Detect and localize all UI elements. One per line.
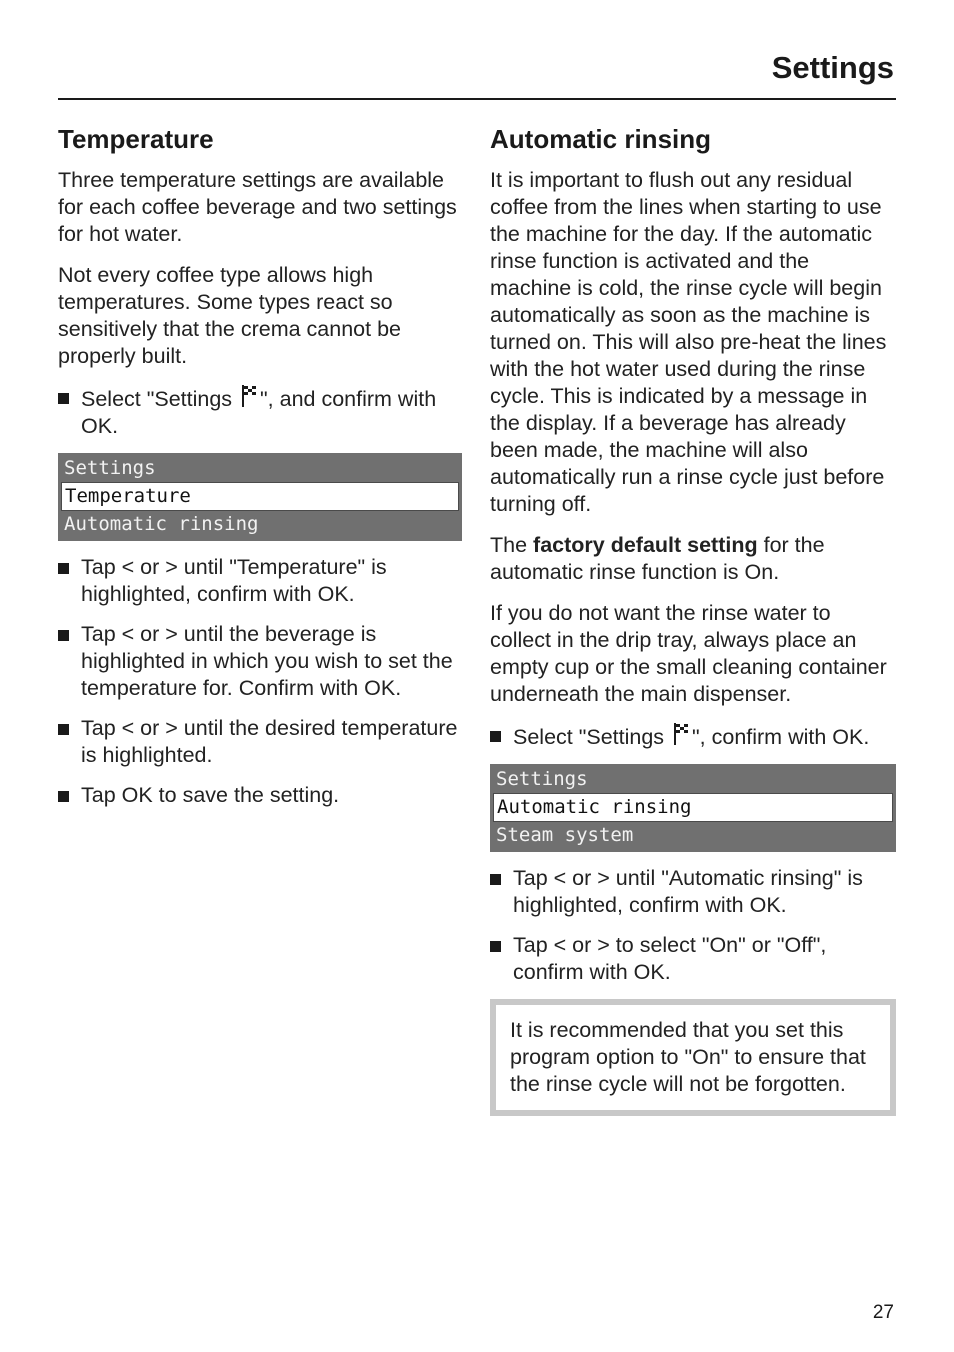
- step-text: Select "Settings: [513, 725, 671, 749]
- bullet-square-icon: [490, 731, 501, 742]
- text-segment: The: [490, 533, 534, 557]
- factory-default-paragraph: [490, 532, 896, 586]
- bullet-square-icon: [58, 393, 69, 404]
- rinsing-steps: [490, 865, 896, 986]
- rinse-water-paragraph: If you do not want the rinse water to collect in the drip tray, always place an empty cup or the small cleaning container underneath the main dispenser.: [490, 601, 887, 706]
- temperature-heading: Temperature: [58, 124, 214, 154]
- bullet-square-icon: [490, 874, 501, 885]
- display-selected-item: Automatic rinsing: [493, 793, 893, 822]
- display-title: Settings: [64, 457, 156, 479]
- display-selected-item: Temperature: [61, 482, 459, 511]
- bullet-square-icon: [58, 791, 69, 802]
- temperature-steps: [58, 384, 462, 440]
- temperature-paragraph: Three temperature settings are available for each coffee beverage and two settings for hot water.: [58, 168, 457, 246]
- rinsing-steps: [490, 722, 896, 751]
- automatic-rinsing-heading: Automatic rinsing: [490, 124, 712, 154]
- display-next-item: Automatic rinsing: [64, 513, 259, 535]
- display-next-item: Steam system: [496, 824, 634, 846]
- bold-text: factory default setting: [533, 533, 758, 557]
- recommendation-note: [490, 999, 896, 1116]
- step-item: [58, 782, 462, 809]
- step-text: Tap < or > until the desired temperature is highlighted.: [81, 716, 458, 767]
- step-text: Select "Settings: [81, 387, 239, 411]
- step-text: Tap < or > until "Temperature" is highlighted, confirm with OK.: [81, 555, 387, 606]
- step-text: ", and confirm with OK.: [81, 387, 437, 438]
- bullet-square-icon: [58, 630, 69, 641]
- automatic-rinsing-section: [490, 124, 896, 1116]
- text-segment: for the automatic rinse function is On.: [490, 533, 825, 584]
- step-text: Tap < or > until "Automatic rinsing" is highlighted, confirm with OK.: [513, 866, 863, 917]
- settings-display: [490, 764, 896, 852]
- note-text: It is recommended that you set this program option to "On" to ensure that the rinse cycle will not be forgotten.: [510, 1018, 866, 1096]
- temperature-steps: [58, 554, 462, 809]
- bullet-square-icon: [490, 941, 501, 952]
- step-text: Tap < or > to select "On" or "Off", confirm with OK.: [513, 933, 827, 984]
- step-item: [490, 865, 896, 919]
- header-rule: [58, 98, 896, 100]
- temperature-section: [58, 124, 462, 822]
- step-text: Tap OK to save the setting.: [81, 783, 340, 807]
- page-number: 27: [872, 1302, 894, 1323]
- step-item: [490, 722, 896, 751]
- settings-display: [58, 453, 462, 541]
- step-text: ", confirm with OK.: [692, 725, 870, 749]
- temperature-paragraph: Not every coffee type allows high temperatures. Some types react so sensitively that the crema cannot be properly built.: [58, 263, 401, 368]
- step-item: [58, 384, 462, 440]
- settings-flag-icon: [672, 722, 690, 746]
- bullet-square-icon: [58, 563, 69, 574]
- page-title: Settings: [771, 50, 894, 85]
- rinsing-paragraph: It is important to flush out any residual coffee from the lines when starting to use the machine for the day. If the automatic rinse function is activated and the machine is cold, the rinse cycle will begin automatically as soon as the machine is turned on. This will also pre-heat the lines with the hot water used during the rinse cycle. This is indicated by a message in the display. If a beverage has already been made, the machine will also automatically run a rinse cycle just before turning off.: [490, 168, 887, 516]
- bullet-square-icon: [58, 724, 69, 735]
- step-item: [58, 715, 462, 769]
- settings-flag-icon: [240, 384, 258, 408]
- display-title: Settings: [496, 768, 588, 790]
- step-item: [58, 554, 462, 608]
- step-item: [58, 621, 462, 702]
- step-text: Tap < or > until the beverage is highlighted in which you wish to set the temperature for. Confirm with OK.: [81, 622, 453, 700]
- step-item: [490, 932, 896, 986]
